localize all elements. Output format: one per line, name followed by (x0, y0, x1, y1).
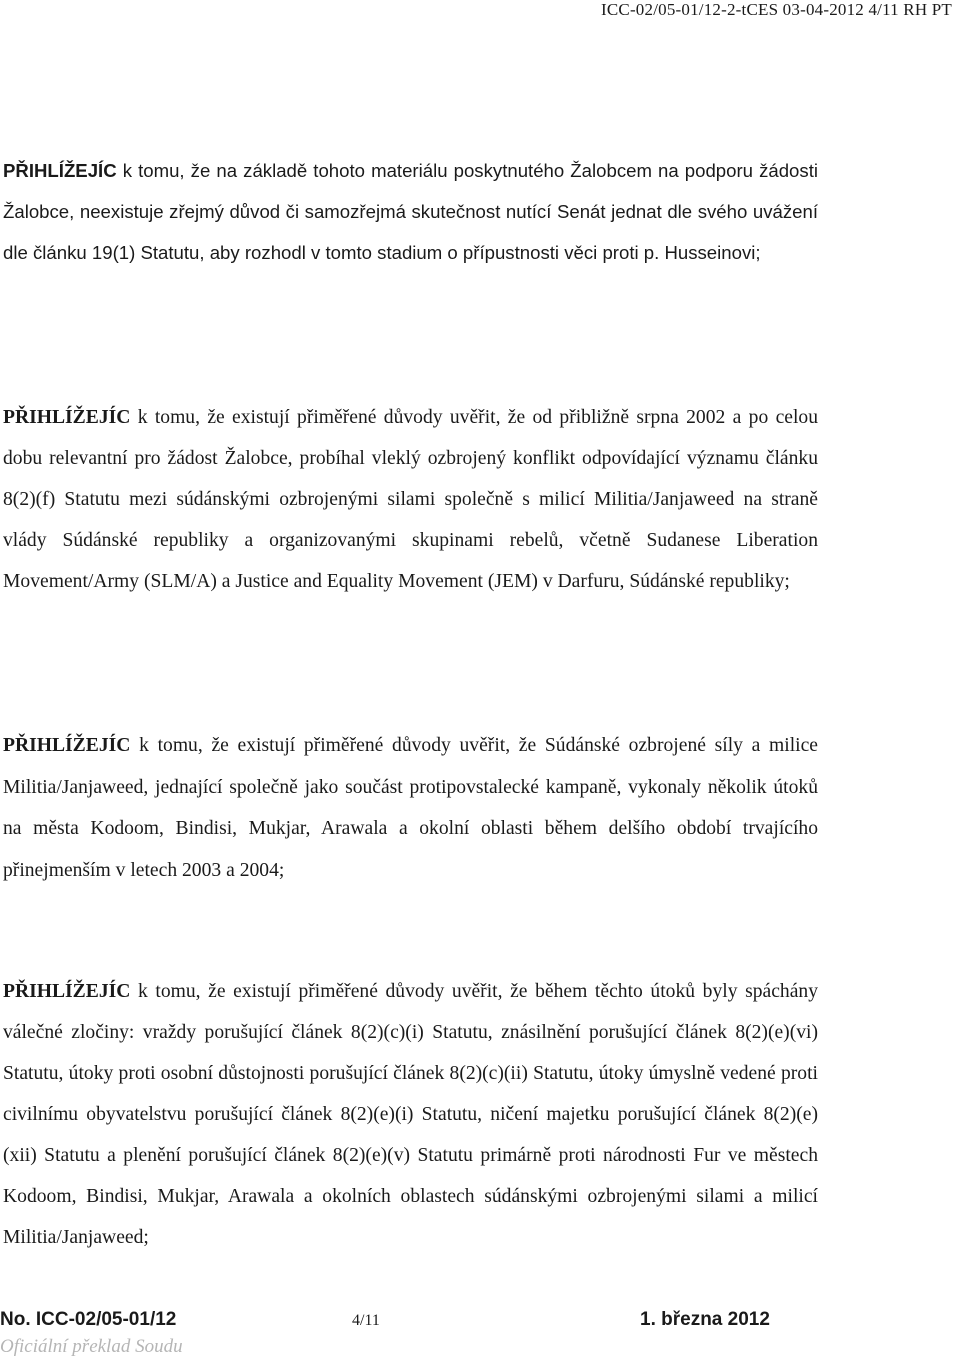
document-reference-header: ICC-02/05-01/12-2-tCES 03-04-2012 4/11 RH PT (601, 0, 952, 19)
footer-page-number: 4/11 (352, 1312, 380, 1329)
paragraph-3 (3, 725, 818, 891)
paragraph-lead-word: PŘIHLÍŽEJÍC (3, 735, 131, 756)
paragraph-text: k tomu, že na základě tohoto materiálu poskytnutého Žalobcem na podporu žádosti Žalobce, neexistuje zřejmý důvod či samozřejmá skutečnost nutící Senát jednat dle svého uvážení dle článku 19(1) Statutu, aby rozhodl v tomto stadium o přípustnosti věci proti p. Husseinovi; (3, 160, 818, 263)
paragraph-lead-word: PŘIHLÍŽEJÍC (3, 981, 131, 1002)
footer-translation-note: Oficiální překlad Soudu (0, 1336, 183, 1357)
paragraph-1 (3, 150, 818, 273)
footer-date: 1. března 2012 (640, 1309, 770, 1330)
paragraph-2 (3, 397, 818, 602)
footer-document-number: No. ICC-02/05-01/12 (0, 1309, 177, 1330)
page-footer (0, 1300, 960, 1362)
paragraph-4 (3, 971, 818, 1258)
paragraph-text: k tomu, že existují přiměřené důvody uvěřit, že během těchto útoků byly spáchány válečné zločiny: vraždy porušující článek 8(2)(c)(i) Statutu, znásilnění porušující článek 8(2)(e)(vi) Statutu, útoky proti osobní důstojnosti porušující článek 8(2)(c)(ii) Statutu, útoky úmyslně vedené proti civilnímu obyvatelstvu porušující článek 8(2)(e)(i) Statutu, ničení majetku porušující článek 8(2)(e)(xii) Statutu a plenění porušující článek 8(2)(e)(v) Statutu primárně proti národnosti Fur ve městech Kodoom, Bindisi, Mukjar, Arawala a okolních oblastech súdánskými ozbrojenými silami a milicí Militia/Janjaweed; (3, 981, 818, 1248)
paragraph-text: k tomu, že existují přiměřené důvody uvěřit, že Súdánské ozbrojené síly a milice Militia/Janjaweed, jednající společně jako součást protipovstalecké kampaně, vykonaly několik útoků na města Kodoom, Bindisi, Mukjar, Arawala a okolní oblasti během delšího období trvajícího přinejmenším v letech 2003 a 2004; (3, 735, 818, 881)
paragraph-lead-word: PŘIHLÍŽEJÍC (3, 160, 117, 181)
paragraph-lead-word: PŘIHLÍŽEJÍC (3, 407, 131, 428)
paragraph-text: k tomu, že existují přiměřené důvody uvěřit, že od přibližně srpna 2002 a po celou dobu relevantní pro žádost Žalobce, probíhal vleklý ozbrojený konflikt odpovídající významu článku 8(2)(f) Statutu mezi súdánskými ozbrojenými silami společně s milicí Militia/Janjaweed na straně vlády Súdánské republiky a organizovanými skupinami rebelů, včetně Sudanese Liberation Movement/Army (SLM/A) a Justice and Equality Movement (JEM) v Darfuru, Súdánské republiky; (3, 407, 818, 592)
